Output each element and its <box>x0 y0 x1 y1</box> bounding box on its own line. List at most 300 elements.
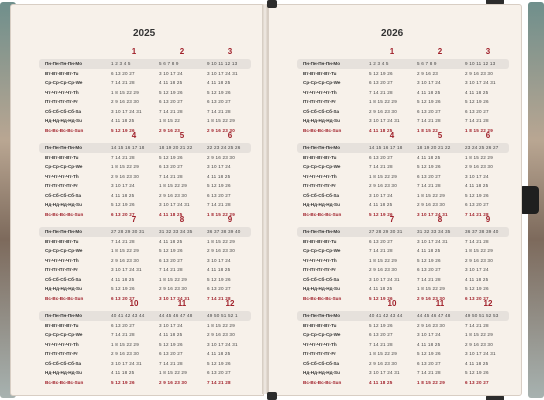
day-numbers: 7 14 21 28 <box>111 238 135 244</box>
weekday-label: Пн-Пн-Пн-Пн-Mo <box>45 145 83 150</box>
weekday-label: Сб-Сб-Сб-Сб-Sa <box>45 108 82 114</box>
day-numbers: 2 9 16 23 30 <box>417 322 445 328</box>
week-number-row <box>39 143 251 153</box>
weekday-label: Вс-Вс-Вс-Вс-Sun <box>303 379 342 385</box>
day-numbers: 9 10 11 12 13 <box>207 61 238 66</box>
day-numbers: 6 13 20 27 <box>207 286 231 291</box>
weekday-label: Нд-Нд-Нд-Нд-Su <box>303 370 340 375</box>
day-numbers: 5 12 19 26 <box>207 89 231 95</box>
ribbon-marker-top <box>267 0 277 8</box>
day-numbers: 5 6 7 8 9 <box>417 61 437 66</box>
weekday-label: Пн-Пн-Пн-Пн-Mo <box>45 61 83 66</box>
day-numbers: 3 10 17 24 <box>111 183 135 188</box>
day-numbers: 2 9 16 23 30 <box>369 108 397 114</box>
day-numbers: 36 37 38 39 40 <box>207 229 241 234</box>
day-numbers: 2 9 16 23 30 <box>465 70 493 76</box>
quarter-block <box>297 215 509 303</box>
day-numbers: 2 9 16 23 30 <box>207 127 235 133</box>
day-numbers: 1 8 15 22 29 <box>417 192 445 198</box>
day-numbers: 7 14 21 28 <box>465 322 489 328</box>
day-numbers: 4 11 18 25 <box>465 360 489 366</box>
month-number: 10 <box>129 299 139 308</box>
weekday-label: Ср-Ср-Ср-Ср-We <box>45 80 83 85</box>
day-numbers: 2 9 16 23 30 <box>207 154 235 160</box>
quarter-block <box>297 299 509 387</box>
day-numbers: 5 6 7 8 9 <box>159 61 179 66</box>
weekday-label: Вс-Вс-Вс-Вс-Sun <box>45 379 84 385</box>
day-numbers: 5 12 19 26 <box>465 192 489 198</box>
month-number: 8 <box>179 215 185 224</box>
weekday-row <box>297 97 509 107</box>
day-numbers: 6 13 20 27 <box>159 164 183 169</box>
day-numbers: 2 9 16 23 30 <box>207 332 235 337</box>
week-number-row <box>297 311 509 321</box>
day-numbers: 7 14 21 28 <box>369 341 393 347</box>
month-number: 7 <box>389 215 395 224</box>
month-number: 5 <box>437 131 443 140</box>
day-numbers: 1 8 15 22 29 <box>111 89 139 95</box>
weekday-row <box>39 69 251 79</box>
day-numbers: 4 11 18 25 <box>417 154 441 160</box>
weekday-row <box>297 162 509 172</box>
day-numbers: 7 14 21 28 <box>159 108 183 114</box>
day-numbers: 3 10 17 24 31 <box>417 211 448 217</box>
day-numbers: 3 10 17 24 31 <box>111 267 142 272</box>
day-numbers: 5 12 19 26 <box>159 154 183 160</box>
weekday-label: Чт-Чт-Чт-Чт-Th <box>303 173 337 179</box>
day-numbers: 36 37 38 39 40 <box>465 229 499 234</box>
day-numbers: 6 13 20 27 <box>369 80 393 85</box>
weekday-label: Пт-Пт-Пт-Пт-Fr <box>45 351 78 356</box>
weekday-row <box>297 330 509 340</box>
day-numbers: 4 11 18 25 <box>369 127 393 133</box>
day-numbers: 3 10 17 24 <box>417 80 441 85</box>
day-numbers: 5 12 19 26 <box>465 370 489 375</box>
weekday-label: Вт-Вт-Вт-Вт-Tu <box>303 154 337 160</box>
weekday-row <box>39 349 251 359</box>
day-numbers: 3 10 17 24 <box>465 267 489 272</box>
weekday-label: Нд-Нд-Нд-Нд-Su <box>45 286 82 291</box>
day-numbers: 18 19 20 21 22 <box>417 145 451 150</box>
weekday-label: Нд-Нд-Нд-Нд-Su <box>45 118 82 123</box>
weekday-label: Ср-Ср-Ср-Ср-We <box>45 248 83 253</box>
weekday-row <box>39 107 251 117</box>
day-numbers: 22 23 24 25 26 <box>207 145 241 150</box>
weekday-row <box>39 378 251 388</box>
day-numbers: 4 11 18 25 <box>111 276 135 282</box>
day-numbers: 5 12 19 26 <box>417 351 441 356</box>
weekday-row <box>297 256 509 266</box>
day-numbers: 6 13 20 27 <box>207 192 231 198</box>
day-numbers: 2 9 16 23 <box>159 127 180 133</box>
day-numbers: 7 14 21 28 <box>159 360 183 366</box>
day-numbers: 4 11 18 25 <box>159 332 183 337</box>
day-numbers: 7 14 21 28 <box>465 118 489 123</box>
weekday-row <box>297 359 509 369</box>
week-number-row <box>39 59 251 69</box>
day-numbers: 1 8 15 22 29 <box>207 118 235 123</box>
day-numbers: 7 14 21 28 <box>465 238 489 244</box>
weekday-label: Вс-Вс-Вс-Вс-Sun <box>45 295 84 301</box>
day-numbers: 6 13 20 27 <box>111 70 135 76</box>
day-numbers: 4 11 18 25 <box>159 211 183 217</box>
day-numbers: 1 8 15 22 29 <box>159 370 187 375</box>
month-number: 1 <box>389 47 395 56</box>
day-numbers: 2 9 16 23 30 <box>159 286 187 291</box>
day-numbers: 9 10 11 12 13 <box>465 61 496 66</box>
month-number: 2 <box>179 47 185 56</box>
day-numbers: 4 11 18 25 <box>207 80 231 85</box>
day-numbers: 3 10 17 24 31 <box>465 80 496 85</box>
day-numbers: 5 12 19 26 <box>465 99 489 104</box>
day-numbers: 5 12 19 26 <box>111 286 135 291</box>
weekday-label: Ср-Ср-Ср-Ср-We <box>303 164 341 169</box>
month-grid <box>39 311 251 387</box>
month-number: 6 <box>227 131 233 140</box>
quarter-block <box>297 47 509 135</box>
day-numbers: 5 12 19 26 <box>159 89 183 95</box>
day-numbers: 7 14 21 28 <box>417 183 441 188</box>
weekday-label: Пт-Пт-Пт-Пт-Fr <box>45 99 78 104</box>
day-numbers: 6 13 20 27 <box>369 238 393 244</box>
day-numbers: 6 13 20 27 <box>111 211 135 217</box>
weekday-label: Вс-Вс-Вс-Вс-Sun <box>45 127 84 133</box>
day-numbers: 5 12 19 26 <box>369 322 393 328</box>
day-numbers: 3 10 17 24 <box>159 70 183 76</box>
weekday-label: Пн-Пн-Пн-Пн-Mo <box>303 145 341 150</box>
week-number-row <box>297 59 509 69</box>
weekday-row <box>297 78 509 88</box>
day-numbers: 4 11 18 25 <box>369 202 393 207</box>
day-numbers: 2 9 16 23 30 <box>465 341 493 347</box>
week-number-row <box>39 227 251 237</box>
day-numbers: 7 14 21 28 <box>207 379 231 385</box>
month-number: 5 <box>179 131 185 140</box>
weekday-row <box>39 265 251 275</box>
day-numbers: 7 14 21 28 <box>465 211 489 217</box>
day-numbers: 2 9 16 23 30 <box>465 164 493 169</box>
day-numbers: 7 14 21 28 <box>417 276 441 282</box>
day-numbers: 3 10 17 24 31 <box>369 370 400 375</box>
weekday-row <box>39 88 251 98</box>
quarter-block <box>39 215 251 303</box>
day-numbers: 1 8 15 22 <box>417 127 438 133</box>
weekday-label: Вт-Вт-Вт-Вт-Tu <box>45 154 79 160</box>
day-numbers: 4 11 18 25 <box>417 341 441 347</box>
day-numbers: 7 14 21 28 <box>417 118 441 123</box>
day-numbers: 1 8 15 22 29 <box>207 211 235 217</box>
weekday-label: Пн-Пн-Пн-Пн-Mo <box>45 313 83 318</box>
day-numbers: 5 12 19 26 <box>369 295 393 301</box>
weekday-row <box>39 359 251 369</box>
weekday-label: Чт-Чт-Чт-Чт-Th <box>303 341 337 347</box>
weekday-row <box>39 181 251 191</box>
weekday-label: Вс-Вс-Вс-Вс-Sun <box>45 211 84 217</box>
day-numbers: 3 10 17 24 <box>207 164 231 169</box>
weekday-label: Нд-Нд-Нд-Нд-Su <box>45 370 82 375</box>
day-numbers: 6 13 20 27 <box>111 322 135 328</box>
day-numbers: 2 9 16 23 30 <box>207 248 235 253</box>
month-number: 12 <box>483 299 493 308</box>
quarter-block <box>39 131 251 219</box>
day-numbers: 4 11 18 25 <box>465 89 489 95</box>
day-numbers: 1 8 15 22 29 <box>369 99 397 104</box>
day-numbers: 4 11 18 25 <box>207 351 231 356</box>
day-numbers: 6 13 20 27 <box>159 257 183 263</box>
day-numbers: 1 2 3 4 5 <box>111 61 131 66</box>
weekday-label: Нд-Нд-Нд-Нд-Su <box>303 286 340 291</box>
month-number: 2 <box>437 47 443 56</box>
day-numbers: 5 12 19 26 <box>207 360 231 366</box>
day-numbers: 2 9 16 23 30 <box>417 202 445 207</box>
day-numbers: 49 50 51 52 1 <box>207 313 238 318</box>
day-numbers: 5 12 19 26 <box>159 341 183 347</box>
weekday-label: Чт-Чт-Чт-Чт-Th <box>45 257 79 263</box>
weekday-row <box>39 78 251 88</box>
weekday-label: Вс-Вс-Вс-Вс-Sun <box>303 295 342 301</box>
day-numbers: 6 13 20 27 <box>159 99 183 104</box>
weekday-row <box>297 200 509 210</box>
month-number: 3 <box>485 47 491 56</box>
day-numbers: 23 24 25 26 27 <box>465 145 499 150</box>
weekday-label: Нд-Нд-Нд-Нд-Su <box>303 118 340 123</box>
weekday-row <box>297 284 509 294</box>
month-number: 6 <box>485 131 491 140</box>
weekday-label: Сб-Сб-Сб-Сб-Sa <box>303 192 340 198</box>
month-number: 4 <box>389 131 395 140</box>
weekday-row <box>39 200 251 210</box>
weekday-row <box>297 368 509 378</box>
day-numbers: 4 11 18 25 <box>207 267 231 272</box>
day-numbers: 4 11 18 25 <box>465 183 489 188</box>
day-numbers: 1 8 15 22 29 <box>159 183 187 188</box>
left-page <box>10 4 264 396</box>
day-numbers: 2 9 16 23 30 <box>369 360 397 366</box>
day-numbers: 3 10 17 24 31 <box>369 276 400 282</box>
day-numbers: 2 9 16 23 30 <box>159 192 187 198</box>
right-page <box>268 4 522 396</box>
day-numbers: 7 14 21 28 <box>369 89 393 95</box>
day-numbers: 5 12 19 26 <box>465 286 489 291</box>
day-numbers: 1 8 15 22 29 <box>465 248 493 253</box>
day-numbers: 2 9 16 23 30 <box>465 257 493 263</box>
weekday-label: Вс-Вс-Вс-Вс-Sun <box>303 211 342 217</box>
month-number: 10 <box>387 299 397 308</box>
month-grid <box>297 311 509 387</box>
day-numbers: 6 13 20 27 <box>465 295 489 301</box>
year-title: 2026 <box>381 28 404 39</box>
weekday-label: Ср-Ср-Ср-Ср-We <box>45 164 83 169</box>
weekday-label: Вт-Вт-Вт-Вт-Tu <box>303 322 337 328</box>
day-numbers: 18 19 20 21 22 <box>159 145 193 150</box>
year-title: 2025 <box>133 28 156 39</box>
weekday-row <box>297 88 509 98</box>
day-numbers: 4 11 18 25 <box>111 370 135 375</box>
weekday-label: Вт-Вт-Вт-Вт-Tu <box>45 238 79 244</box>
month-grid <box>39 143 251 219</box>
day-numbers: 5 12 19 26 <box>417 257 441 263</box>
day-numbers: 7 14 21 28 <box>159 267 183 272</box>
week-number-row <box>297 143 509 153</box>
day-numbers: 7 14 21 28 <box>207 108 231 114</box>
day-numbers: 14 15 16 17 18 <box>111 145 145 150</box>
week-number-row <box>297 227 509 237</box>
day-numbers: 1 8 15 22 29 <box>369 257 397 263</box>
weekday-row <box>39 256 251 266</box>
quarter-block <box>39 47 251 135</box>
day-numbers: 5 12 19 26 <box>369 211 393 217</box>
weekday-label: Чт-Чт-Чт-Чт-Th <box>45 89 79 95</box>
day-numbers: 6 13 20 27 <box>465 202 489 207</box>
month-number: 1 <box>131 47 137 56</box>
day-numbers: 1 8 15 22 29 <box>465 332 493 337</box>
day-numbers: 7 14 21 28 <box>369 164 393 169</box>
month-grid <box>297 143 509 219</box>
month-grid <box>297 227 509 303</box>
day-numbers: 7 14 21 28 <box>111 80 135 85</box>
day-numbers: 4 11 18 25 <box>159 238 183 244</box>
month-number: 11 <box>177 299 187 308</box>
day-numbers: 4 11 18 25 <box>159 80 183 85</box>
day-numbers: 3 10 17 24 <box>159 322 183 328</box>
day-numbers: 3 10 17 24 31 <box>159 295 190 301</box>
weekday-row <box>39 116 251 126</box>
weekday-row <box>297 153 509 163</box>
day-numbers: 49 50 51 52 53 <box>465 313 499 318</box>
day-numbers: 1 8 15 22 29 <box>207 322 235 328</box>
day-numbers: 7 14 21 28 <box>111 332 135 337</box>
weekday-row <box>297 246 509 256</box>
day-numbers: 7 14 21 28 <box>207 295 231 301</box>
weekday-row <box>297 107 509 117</box>
day-numbers: 6 13 20 27 <box>207 370 231 375</box>
day-numbers: 3 10 17 24 31 <box>417 238 448 244</box>
day-numbers: 1 8 15 22 29 <box>465 154 493 160</box>
weekday-row <box>39 284 251 294</box>
day-numbers: 3 10 17 24 31 <box>369 118 400 123</box>
day-numbers: 6 13 20 27 <box>465 379 489 385</box>
day-numbers: 1 8 15 22 <box>159 118 180 123</box>
weekday-label: Сб-Сб-Сб-Сб-Sa <box>303 360 340 366</box>
weekday-row <box>297 321 509 331</box>
day-numbers: 1 8 15 22 29 <box>369 351 397 356</box>
weekday-label: Пт-Пт-Пт-Пт-Fr <box>303 351 336 356</box>
day-numbers: 3 10 17 24 <box>369 192 393 198</box>
weekday-row <box>297 181 509 191</box>
day-numbers: 40 41 42 43 44 <box>369 313 403 318</box>
day-numbers: 44 45 46 47 48 <box>159 313 193 318</box>
weekday-label: Вт-Вт-Вт-Вт-Tu <box>45 70 79 76</box>
day-numbers: 4 11 18 25 <box>417 248 441 253</box>
month-number: 9 <box>227 215 233 224</box>
weekday-label: Пн-Пн-Пн-Пн-Mo <box>45 229 83 234</box>
day-numbers: 1 8 15 22 29 <box>417 286 445 291</box>
weekday-row <box>39 153 251 163</box>
weekday-row <box>39 275 251 285</box>
day-numbers: 44 45 46 47 48 <box>417 313 451 318</box>
day-numbers: 5 12 19 26 <box>369 70 393 76</box>
day-numbers: 6 13 20 27 <box>417 360 441 366</box>
weekday-row <box>297 340 509 350</box>
month-grid <box>39 227 251 303</box>
quarter-block <box>39 299 251 387</box>
weekday-label: Вт-Вт-Вт-Вт-Tu <box>45 322 79 328</box>
day-numbers: 3 10 17 24 <box>465 173 489 179</box>
day-numbers: 1 8 15 22 29 <box>207 238 235 244</box>
weekday-row <box>39 340 251 350</box>
day-numbers: 3 10 17 24 31 <box>465 351 496 356</box>
day-numbers: 6 13 20 27 <box>369 332 393 337</box>
weekday-label: Сб-Сб-Сб-Сб-Sa <box>45 192 82 198</box>
day-numbers: 5 12 19 26 <box>159 248 183 253</box>
weekday-row <box>39 162 251 172</box>
day-numbers: 6 13 20 27 <box>417 173 441 179</box>
day-numbers: 4 11 18 25 <box>369 286 393 291</box>
ribbon-marker-bottom <box>267 392 277 400</box>
weekday-label: Ср-Ср-Ср-Ср-We <box>303 332 341 337</box>
weekday-label: Ср-Ср-Ср-Ср-We <box>303 248 341 253</box>
day-numbers: 5 12 19 26 <box>111 379 135 385</box>
weekday-label: Пт-Пт-Пт-Пт-Fr <box>303 267 336 272</box>
weekday-label: Сб-Сб-Сб-Сб-Sa <box>45 276 82 282</box>
weekday-label: Вт-Вт-Вт-Вт-Tu <box>303 70 337 76</box>
weekday-row <box>297 172 509 182</box>
weekday-label: Нд-Нд-Нд-Нд-Su <box>303 202 340 207</box>
day-numbers: 1 2 3 4 5 <box>369 61 389 66</box>
elastic-band-strap <box>519 186 539 214</box>
month-number: 12 <box>225 299 235 308</box>
weekday-row <box>39 97 251 107</box>
day-numbers: 3 10 17 24 31 <box>111 360 142 366</box>
day-numbers: 1 8 15 22 29 <box>111 164 139 169</box>
day-numbers: 6 13 20 27 <box>417 267 441 272</box>
day-numbers: 5 12 19 26 <box>417 99 441 104</box>
day-numbers: 5 12 19 26 <box>207 276 231 282</box>
day-numbers: 5 12 19 26 <box>207 183 231 188</box>
day-numbers: 2 9 16 23 30 <box>417 295 445 301</box>
day-numbers: 4 11 18 25 <box>111 192 135 198</box>
day-numbers: 2 9 16 23 30 <box>111 351 139 356</box>
day-numbers: 4 11 18 25 <box>465 276 489 282</box>
day-numbers: 1 8 15 22 29 <box>465 127 493 133</box>
weekday-row <box>297 237 509 247</box>
weekday-label: Пн-Пн-Пн-Пн-Mo <box>303 313 341 318</box>
day-numbers: 2 9 16 23 30 <box>111 257 139 263</box>
day-numbers: 14 15 16 17 18 <box>369 145 403 150</box>
day-numbers: 3 10 17 24 <box>207 257 231 263</box>
day-numbers: 1 8 15 22 29 <box>111 341 139 347</box>
weekday-row <box>297 349 509 359</box>
day-numbers: 40 41 42 43 44 <box>111 313 145 318</box>
weekday-label: Сб-Сб-Сб-Сб-Sa <box>45 360 82 366</box>
weekday-label: Пн-Пн-Пн-Пн-Mo <box>303 61 341 66</box>
weekday-label: Ср-Ср-Ср-Ср-We <box>303 80 341 85</box>
day-numbers: 3 10 17 24 31 <box>207 341 238 347</box>
day-numbers: 2 9 16 23 30 <box>111 99 139 104</box>
quarter-block <box>297 131 509 219</box>
day-numbers: 2 9 16 23 30 <box>159 379 187 385</box>
day-numbers: 6 13 20 27 <box>111 295 135 301</box>
weekday-label: Пн-Пн-Пн-Пн-Mo <box>303 229 341 234</box>
weekday-label: Чт-Чт-Чт-Чт-Th <box>303 89 337 95</box>
month-number: 4 <box>131 131 137 140</box>
weekday-label: Пт-Пт-Пт-Пт-Fr <box>303 99 336 104</box>
day-numbers: 1 8 15 22 29 <box>417 379 445 385</box>
day-numbers: 3 10 17 24 31 <box>159 202 190 207</box>
day-numbers: 6 13 20 27 <box>465 108 489 114</box>
weekday-row <box>39 321 251 331</box>
day-numbers: 4 11 18 25 <box>111 118 135 123</box>
